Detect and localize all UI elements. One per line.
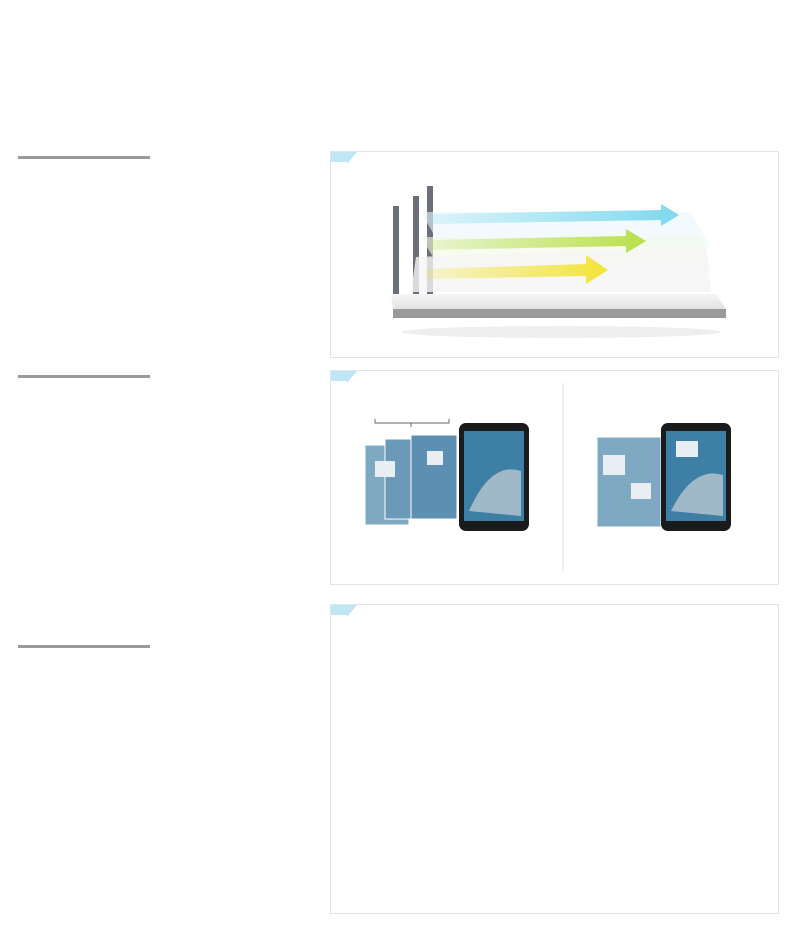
tablet-right bbox=[661, 423, 731, 531]
panel-coverage bbox=[330, 604, 779, 914]
beamforming-waves bbox=[331, 605, 779, 914]
panel-tag bbox=[331, 605, 347, 615]
section-stbc bbox=[18, 375, 318, 398]
panel-stbc-compare bbox=[330, 370, 779, 585]
stbc-illustration bbox=[331, 371, 779, 585]
tablet-left bbox=[459, 423, 529, 531]
image-single-copy bbox=[597, 437, 661, 527]
section-divider bbox=[18, 645, 150, 648]
legend-swatch-signal2 bbox=[362, 802, 386, 805]
router-top bbox=[391, 294, 726, 309]
section-divider bbox=[18, 156, 150, 159]
section-divider bbox=[18, 375, 150, 378]
legend-swatch-combined bbox=[362, 873, 386, 876]
antenna bbox=[393, 206, 399, 304]
legend-swatch-signal3 bbox=[362, 838, 386, 841]
image-copies bbox=[365, 435, 457, 525]
section-beamforming bbox=[18, 645, 318, 668]
legend-swatch-signal1 bbox=[362, 763, 386, 766]
router-body bbox=[393, 309, 726, 318]
section-cyclic-shift bbox=[18, 156, 318, 179]
router-arrows-illustration bbox=[331, 152, 779, 358]
panel-tag bbox=[331, 371, 347, 381]
panel-signal-stable bbox=[330, 151, 779, 358]
panel-tag bbox=[331, 152, 347, 162]
